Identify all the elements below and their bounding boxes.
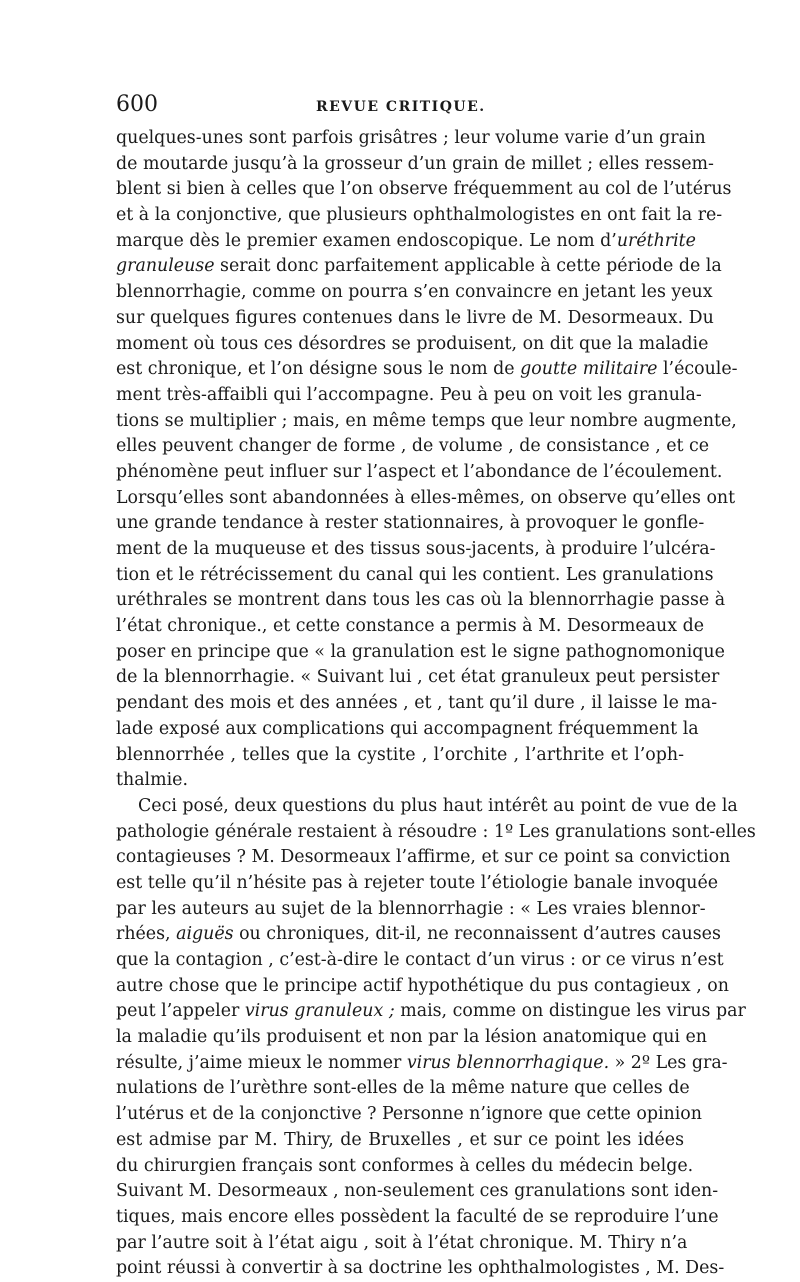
text-segment: rhées, — [116, 924, 177, 945]
text-line — [116, 434, 710, 460]
text-segment: une grande tendance à rester stationnaires, à provoquer le gonfle- — [116, 513, 705, 534]
page-number: 600 — [116, 92, 158, 117]
body-text — [116, 126, 756, 1282]
italic-text: goutte militaire — [520, 359, 658, 380]
text-line — [116, 922, 721, 948]
text-segment: la maladie qu’ils produisent et non par la lésion anatomique qui en — [116, 1027, 708, 1048]
text-line — [116, 1102, 702, 1128]
text-segment: est telle qu’il n’hésite pas à rejeter toute l’étiologie banale invoquée — [116, 872, 719, 893]
text-segment: Ceci posé, deux questions du plus haut intérêt au point de vue de la — [138, 795, 738, 816]
text-line — [116, 1179, 719, 1205]
text-line — [116, 794, 738, 820]
italic-text: uréthrite — [616, 230, 696, 251]
text-segment: autre chose que le principe actif hypothétique du pus contagieux , on — [116, 975, 729, 996]
text-segment: est admise par M. Thiry, de Bruxelles , et sur ce point les idées — [116, 1129, 684, 1150]
text-line — [116, 126, 706, 152]
text-line — [116, 1076, 690, 1102]
text-line — [116, 511, 705, 537]
text-line — [116, 717, 699, 743]
text-segment: uréthrales se montrent dans tous les cas où la blennorrhagie passe à — [116, 590, 726, 611]
document-page — [116, 92, 756, 1282]
text-segment: l’écoule- — [657, 359, 738, 380]
text-segment: tions se multiplier ; mais, en même temps que leur nombre augmente, — [116, 410, 737, 431]
text-segment: marque dès le premier examen endoscopique. Le nom d’ — [116, 230, 617, 251]
italic-text: virus granuleux ; — [244, 1001, 395, 1022]
text-segment: moment où tous ces désordres se produisent, on dit que la maladie — [116, 333, 709, 354]
text-line — [116, 460, 723, 486]
text-segment: point réussi à convertir à sa doctrine les ophthalmologistes , M. Des- — [116, 1258, 725, 1279]
text-line — [116, 306, 714, 332]
text-segment: résulte, j’aime mieux le nommer — [116, 1052, 407, 1073]
text-segment: sur quelques figures contenues dans le livre de M. Desormeaux. Du — [116, 307, 714, 328]
text-line — [116, 588, 726, 614]
text-segment: serait donc parfaitement applicable à cette période de la — [214, 256, 722, 277]
text-line — [116, 332, 709, 358]
text-segment: est chronique, et l’on désigne sous le nom de — [116, 359, 521, 380]
text-segment: pathologie générale restaient à résoudre : 1º Les granulations sont-elles — [116, 821, 756, 842]
text-line — [116, 999, 746, 1025]
text-line — [116, 614, 704, 640]
text-segment: blennorrhée , telles que la cystite , l’orchite , l’arthrite et l’oph- — [116, 744, 684, 765]
text-segment: » 2º Les gra- — [609, 1052, 728, 1073]
text-line — [116, 1205, 719, 1231]
text-line — [116, 897, 706, 923]
text-line — [116, 640, 725, 666]
text-segment: peut l’appeler — [116, 1001, 245, 1022]
text-line — [116, 537, 716, 563]
text-segment: et à la conjonctive, que plusieurs ophthalmologistes en ont fait la re- — [116, 205, 723, 226]
text-line — [116, 1231, 688, 1257]
italic-text: aiguës — [176, 924, 234, 945]
text-segment: poser en principe que « la granulation est le signe pathognomonique — [116, 641, 725, 662]
text-segment: phénomène peut influer sur l’aspect et l’abondance de l’écoulement. — [116, 461, 723, 482]
text-segment: tion et le rétrécissement du canal qui les contient. Les granulations — [116, 564, 714, 585]
text-segment: Lorsqu’elles sont abandonnées à elles-mêmes, on observe qu’elles ont — [116, 487, 736, 508]
text-segment: lade exposé aux complications qui accompagnent fréquemment la — [116, 718, 699, 739]
text-line — [116, 1025, 708, 1051]
text-segment: ment très-affaibli qui l’accompagne. Peu à peu on voit les granula- — [116, 384, 702, 405]
text-line — [116, 845, 731, 871]
text-line — [116, 280, 713, 306]
italic-text: granuleuse — [116, 256, 215, 277]
text-segment: thalmie. — [116, 770, 188, 791]
text-line — [116, 152, 714, 178]
text-segment: contagieuses ? M. Desormeaux l’affirme, et sur ce point sa conviction — [116, 847, 731, 868]
text-segment: mais, comme on distingue les virus par — [394, 1001, 746, 1022]
text-line — [116, 948, 724, 974]
text-line — [116, 665, 720, 691]
text-segment: blent si bien à celles que l’on observe fréquemment au col de l’utérus — [116, 179, 732, 200]
text-segment: que la contagion , c’est-à-dire le contact d’un virus : or ce virus n’est — [116, 950, 724, 970]
text-line — [116, 974, 729, 1000]
text-line — [116, 820, 756, 846]
text-segment: elles peuvent changer de forme , de volume , de consistance , et ce — [116, 436, 710, 457]
text-segment: par l’autre soit à l’état aigu , soit à l’état chronique. M. Thiry n’a — [116, 1232, 688, 1253]
text-segment: tiques, mais encore elles possèdent la faculté de se reproduire l’une — [116, 1206, 719, 1227]
text-line — [116, 743, 684, 769]
running-head — [116, 92, 684, 122]
text-line — [116, 1051, 728, 1077]
text-line — [116, 357, 738, 383]
text-line — [116, 383, 702, 409]
text-line — [116, 254, 722, 280]
text-segment: ment de la muqueuse et des tissus sous-jacents, à produire l’ulcéra- — [116, 539, 716, 559]
text-line — [116, 563, 714, 589]
text-line — [116, 1256, 725, 1282]
text-line — [116, 1154, 694, 1180]
text-line — [116, 486, 736, 512]
text-segment: nulations de l’urèthre sont-elles de la même nature que celles de — [116, 1078, 690, 1099]
text-line — [116, 691, 718, 717]
text-line — [116, 768, 684, 794]
text-segment: quelques-unes sont parfois grisâtres ; leur volume varie d’un grain — [116, 128, 706, 148]
text-segment: par les auteurs au sujet de la blennorrhagie : « Les vraies blennor- — [116, 898, 706, 919]
text-segment: ou chroniques, dit-il, ne reconnaissent d’autres causes — [233, 924, 721, 945]
italic-text: virus blennorrhagique. — [406, 1052, 610, 1073]
text-segment: Suivant M. Desormeaux , non-seulement ces granulations sont iden- — [116, 1181, 719, 1202]
running-title: REVUE CRITIQUE. — [316, 99, 486, 115]
text-segment: de la blennorrhagie. « Suivant lui , cet état granuleux peut persister — [116, 667, 720, 688]
text-segment: blennorrhagie, comme on pourra s’en convaincre en jetant les yeux — [116, 282, 713, 303]
text-line — [116, 1128, 684, 1154]
text-segment: de moutarde jusqu’à la grosseur d’un grain de millet ; elles ressem- — [116, 153, 714, 174]
text-segment: du chirurgien français sont conformes à celles du médecin belge. — [116, 1155, 694, 1176]
text-line — [116, 177, 732, 203]
text-segment: l’état chronique., et cette constance a permis à M. Desormeaux de — [116, 616, 704, 637]
text-line — [116, 203, 723, 229]
text-segment: l’utérus et de la conjonctive ? Personne n’ignore que cette opinion — [116, 1104, 702, 1125]
text-line — [116, 871, 719, 897]
text-line — [116, 229, 696, 255]
text-line — [116, 409, 737, 435]
text-segment: pendant des mois et des années , et , tant qu’il dure , il laisse le ma- — [116, 693, 718, 714]
